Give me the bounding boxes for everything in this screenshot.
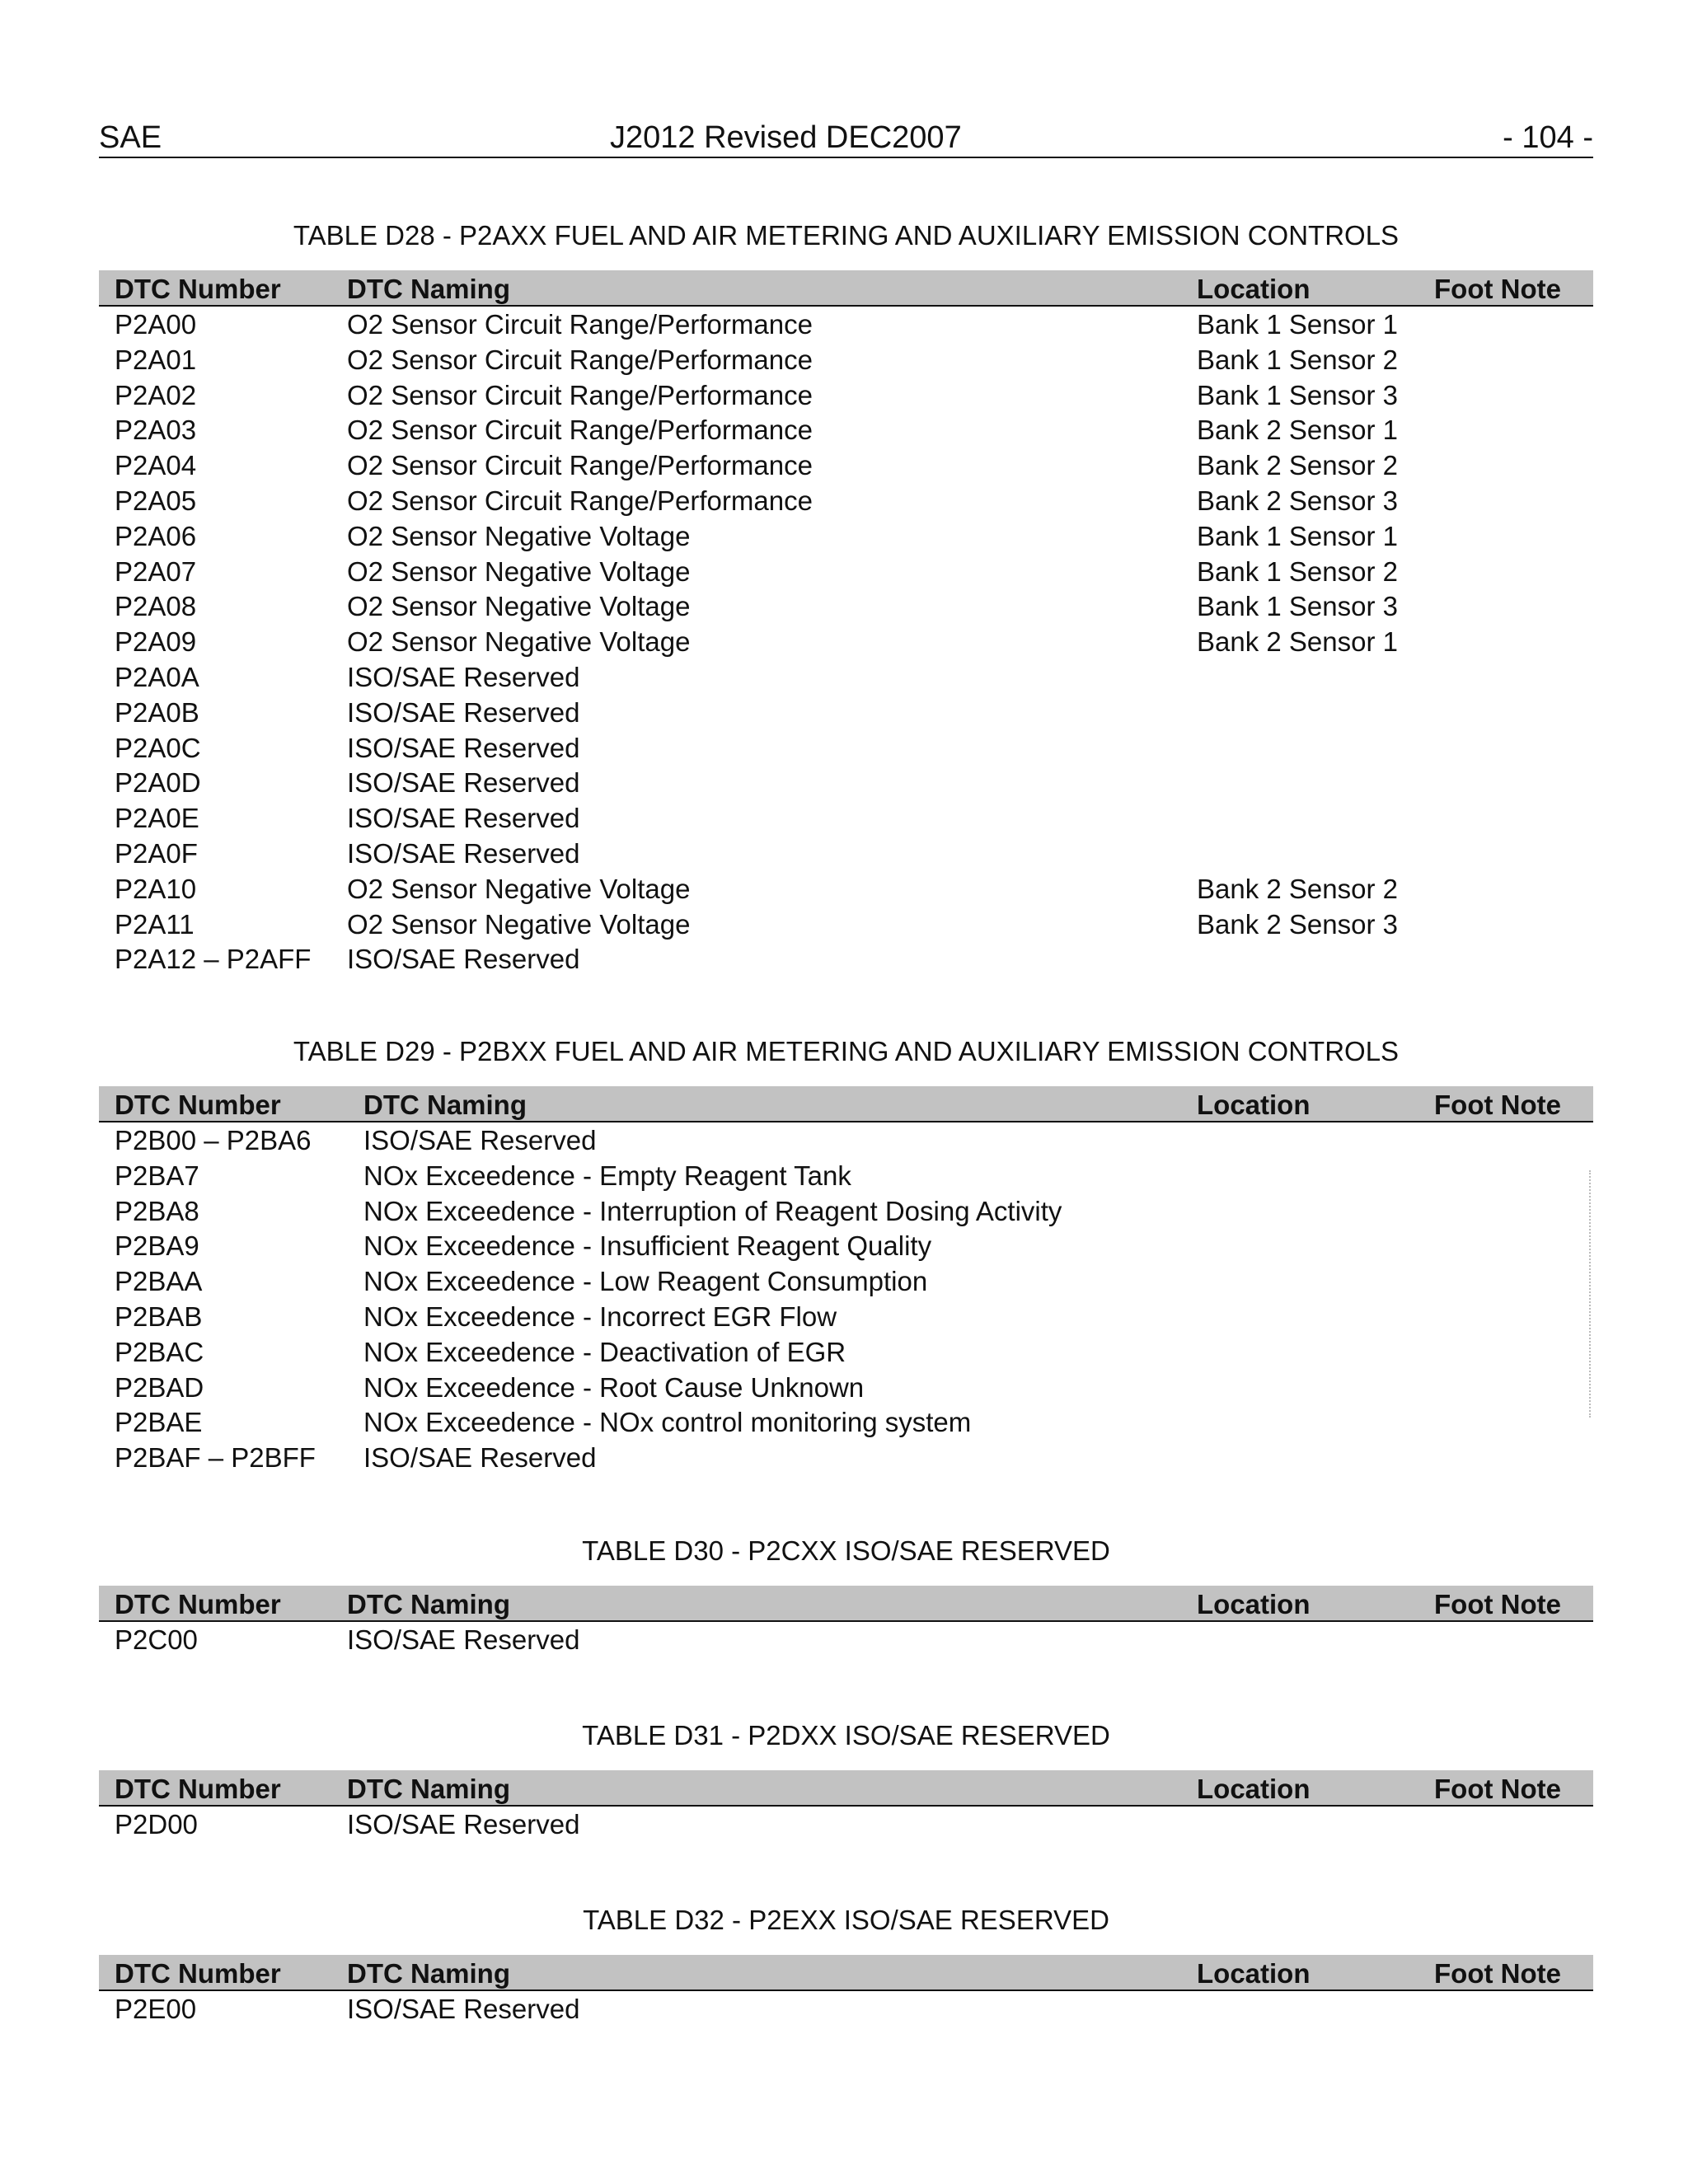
- location-cell: Bank 1 Sensor 3: [1197, 591, 1398, 622]
- dtc-naming-cell: ISO/SAE Reserved: [347, 696, 580, 728]
- dtc-number-cell: P2A08: [115, 591, 197, 622]
- dtc-naming-cell: NOx Exceedence - Root Cause Unknown: [363, 1371, 865, 1403]
- dtc-naming-cell: O2 Sensor Negative Voltage: [347, 555, 691, 587]
- dtc-naming-cell: O2 Sensor Circuit Range/Performance: [347, 450, 813, 481]
- page-header: [99, 115, 1593, 158]
- dtc-naming-cell: O2 Sensor Circuit Range/Performance: [347, 379, 813, 410]
- dtc-number-cell: P2A11: [115, 908, 195, 940]
- dtc-naming-cell: O2 Sensor Negative Voltage: [347, 626, 691, 658]
- table-d29-header: [99, 1086, 1593, 1122]
- dtc-number-cell: P2A06: [115, 520, 197, 551]
- location-cell: Bank 2 Sensor 1: [1197, 415, 1398, 446]
- dtc-number-cell: P2B00 – P2BA6: [115, 1125, 312, 1155]
- table-row: [99, 1123, 1593, 1159]
- col-dtc-number: DTC Number: [115, 1090, 281, 1120]
- location-cell: Bank 1 Sensor 3: [1197, 379, 1398, 410]
- col-dtc-number: DTC Number: [115, 274, 281, 304]
- table-d31-body: [99, 1807, 1593, 1843]
- col-dtc-number: DTC Number: [115, 1958, 281, 1989]
- dtc-number-cell: P2E00: [115, 1994, 197, 2024]
- dtc-number-cell: P2A03: [115, 415, 197, 446]
- dtc-number-cell: P2A00: [115, 309, 197, 340]
- table-d31-header: [99, 1770, 1593, 1807]
- dtc-naming-cell: NOx Exceedence - NOx control monitoring system: [363, 1407, 972, 1438]
- dtc-naming-cell: O2 Sensor Circuit Range/Performance: [347, 485, 813, 516]
- dtc-naming-cell: ISO/SAE Reserved: [347, 837, 580, 869]
- dtc-naming-cell: NOx Exceedence - Empty Reagent Tank: [363, 1160, 851, 1191]
- dtc-naming-cell: NOx Exceedence - Insufficient Reagent Quality: [363, 1230, 932, 1262]
- table-d32-title: TABLE D32 - P2EXX ISO/SAE RESERVED: [583, 1905, 1109, 1935]
- table-d28-header: [99, 270, 1593, 307]
- table-row: [99, 1623, 1593, 1658]
- table-d28-body: [99, 307, 1593, 977]
- table-d31-title: TABLE D31 - P2DXX ISO/SAE RESERVED: [582, 1720, 1110, 1750]
- dtc-number-cell: P2BAF – P2BFF: [115, 1442, 316, 1474]
- location-cell: Bank 2 Sensor 3: [1197, 485, 1398, 516]
- location-cell: Bank 1 Sensor 1: [1197, 520, 1398, 551]
- dtc-naming-cell: ISO/SAE Reserved: [347, 767, 580, 799]
- dtc-number-cell: P2BA7: [115, 1160, 199, 1191]
- table-row: [99, 589, 1593, 625]
- table-d30-body: [99, 1623, 1593, 1658]
- dtc-naming-cell: O2 Sensor Negative Voltage: [347, 520, 691, 551]
- dtc-number-cell: P2BAE: [115, 1407, 203, 1438]
- dtc-naming-cell: O2 Sensor Negative Voltage: [347, 908, 691, 940]
- dtc-naming-cell: O2 Sensor Negative Voltage: [347, 591, 691, 622]
- table-d28-title: TABLE D28 - P2AXX FUEL AND AIR METERING AND AUXILIARY EMISSION CONTROLS: [293, 220, 1400, 251]
- dtc-naming-cell: NOx Exceedence - Interruption of Reagent Dosing Activity: [363, 1195, 1062, 1226]
- table-row: [99, 1264, 1593, 1300]
- col-dtc-number: DTC Number: [115, 1589, 281, 1619]
- dtc-number-cell: P2BAC: [115, 1336, 204, 1367]
- col-dtc-naming: DTC Naming: [347, 1958, 510, 1989]
- col-foot-note: Foot Note: [1434, 1958, 1561, 1989]
- dtc-naming-cell: ISO/SAE Reserved: [347, 1809, 580, 1840]
- dtc-number-cell: P2A0E: [115, 803, 199, 834]
- col-foot-note: Foot Note: [1434, 1589, 1561, 1619]
- table-d30-header: [99, 1586, 1593, 1622]
- table-d32-header: [99, 1955, 1593, 1991]
- dtc-naming-cell: NOx Exceedence - Deactivation of EGR: [363, 1336, 846, 1367]
- dtc-number-cell: P2A0B: [115, 696, 199, 728]
- location-cell: Bank 2 Sensor 2: [1197, 873, 1398, 904]
- col-foot-note: Foot Note: [1434, 274, 1561, 304]
- header-org: SAE: [99, 120, 162, 155]
- dtc-number-cell: P2A0F: [115, 837, 198, 869]
- header-page-number: - 104 -: [1503, 120, 1593, 155]
- dtc-number-cell: P2A0D: [115, 767, 201, 799]
- table-row: [99, 555, 1593, 590]
- dtc-naming-cell: ISO/SAE Reserved: [363, 1442, 597, 1474]
- dtc-number-cell: P2A12 – P2AFF: [115, 944, 312, 975]
- location-cell: Bank 1 Sensor 2: [1197, 344, 1398, 375]
- dtc-naming-cell: ISO/SAE Reserved: [347, 732, 580, 763]
- table-row: [99, 378, 1593, 414]
- location-cell: Bank 2 Sensor 1: [1197, 626, 1398, 658]
- col-dtc-number: DTC Number: [115, 1774, 281, 1804]
- col-foot-note: Foot Note: [1434, 1090, 1561, 1120]
- table-row: [99, 1405, 1593, 1441]
- dtc-number-cell: P2BAA: [115, 1266, 203, 1297]
- table-d29-body: [99, 1123, 1593, 1476]
- table-row: [99, 1300, 1593, 1335]
- dtc-number-cell: P2BAD: [115, 1371, 204, 1403]
- table-row: [99, 1229, 1593, 1264]
- col-location: Location: [1197, 1958, 1311, 1989]
- dtc-number-cell: P2A09: [115, 626, 197, 658]
- col-dtc-naming: DTC Naming: [363, 1090, 527, 1120]
- location-cell: Bank 1 Sensor 2: [1197, 555, 1398, 587]
- table-row: [99, 1194, 1593, 1230]
- table-row: [99, 907, 1593, 943]
- table-row: [99, 766, 1593, 801]
- dtc-naming-cell: O2 Sensor Circuit Range/Performance: [347, 415, 813, 446]
- scan-artifact-dots: [1589, 1170, 1592, 1418]
- col-location: Location: [1197, 1090, 1311, 1120]
- table-row: [99, 307, 1593, 343]
- table-row: [99, 1807, 1593, 1843]
- table-row: [99, 1371, 1593, 1406]
- col-location: Location: [1197, 274, 1311, 304]
- dtc-number-cell: P2BA9: [115, 1230, 199, 1262]
- location-cell: Bank 2 Sensor 3: [1197, 908, 1398, 940]
- table-row: [99, 1992, 1593, 2027]
- location-cell: Bank 2 Sensor 2: [1197, 450, 1398, 481]
- col-location: Location: [1197, 1774, 1311, 1804]
- table-row: [99, 1441, 1593, 1476]
- table-row: [99, 448, 1593, 484]
- dtc-number-cell: P2BAB: [115, 1301, 203, 1332]
- header-document-id: J2012 Revised DEC2007: [610, 120, 962, 155]
- table-row: [99, 660, 1593, 696]
- dtc-number-cell: P2D00: [115, 1809, 198, 1840]
- table-row: [99, 1335, 1593, 1371]
- col-dtc-naming: DTC Naming: [347, 1774, 510, 1804]
- dtc-number-cell: P2C00: [115, 1624, 198, 1655]
- dtc-number-cell: P2A01: [115, 344, 197, 375]
- table-row: [99, 1159, 1593, 1194]
- dtc-naming-cell: ISO/SAE Reserved: [347, 1994, 580, 2024]
- dtc-naming-cell: NOx Exceedence - Low Reagent Consumption: [363, 1266, 928, 1297]
- dtc-naming-cell: ISO/SAE Reserved: [363, 1125, 597, 1155]
- dtc-naming-cell: ISO/SAE Reserved: [347, 661, 580, 692]
- dtc-number-cell: P2A05: [115, 485, 197, 516]
- dtc-naming-cell: ISO/SAE Reserved: [347, 944, 580, 975]
- dtc-naming-cell: O2 Sensor Circuit Range/Performance: [347, 344, 813, 375]
- dtc-number-cell: P2A07: [115, 555, 197, 587]
- table-row: [99, 801, 1593, 837]
- table-row: [99, 942, 1593, 977]
- dtc-number-cell: P2A0C: [115, 732, 201, 763]
- table-row: [99, 413, 1593, 448]
- dtc-number-cell: P2A10: [115, 873, 197, 904]
- dtc-naming-cell: ISO/SAE Reserved: [347, 1624, 580, 1655]
- table-d32-body: [99, 1992, 1593, 2027]
- table-row: [99, 696, 1593, 731]
- table-row: [99, 872, 1593, 907]
- col-dtc-naming: DTC Naming: [347, 274, 510, 304]
- col-dtc-naming: DTC Naming: [347, 1589, 510, 1619]
- dtc-number-cell: P2BA8: [115, 1195, 199, 1226]
- table-row: [99, 484, 1593, 519]
- table-row: [99, 519, 1593, 555]
- dtc-naming-cell: NOx Exceedence - Incorrect EGR Flow: [363, 1301, 837, 1332]
- table-row: [99, 731, 1593, 766]
- dtc-number-cell: P2A04: [115, 450, 197, 481]
- table-d30-title: TABLE D30 - P2CXX ISO/SAE RESERVED: [582, 1535, 1110, 1566]
- table-d29-title: TABLE D29 - P2BXX FUEL AND AIR METERING AND AUXILIARY EMISSION CONTROLS: [293, 1036, 1400, 1066]
- dtc-naming-cell: O2 Sensor Negative Voltage: [347, 873, 691, 904]
- dtc-naming-cell: ISO/SAE Reserved: [347, 803, 580, 834]
- table-row: [99, 343, 1593, 378]
- dtc-number-cell: P2A02: [115, 379, 197, 410]
- col-location: Location: [1197, 1589, 1311, 1619]
- dtc-number-cell: P2A0A: [115, 661, 199, 692]
- location-cell: Bank 1 Sensor 1: [1197, 309, 1398, 340]
- dtc-naming-cell: O2 Sensor Circuit Range/Performance: [347, 309, 813, 340]
- col-foot-note: Foot Note: [1434, 1774, 1561, 1804]
- table-row: [99, 837, 1593, 872]
- table-row: [99, 625, 1593, 660]
